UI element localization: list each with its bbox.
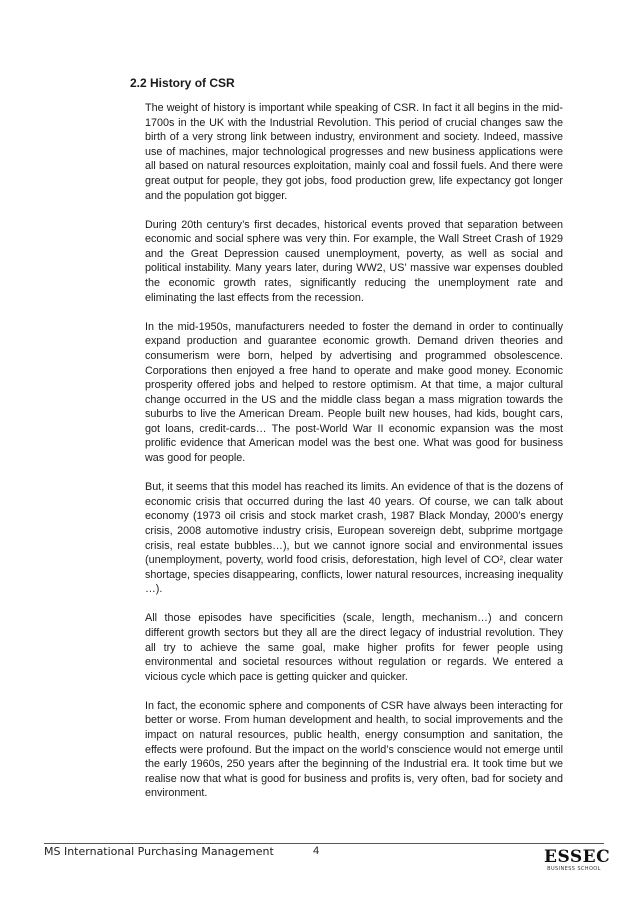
essec-logo — [544, 847, 611, 873]
paragraph: All those episodes have specificities (scale, length, mechanism…) and concern different growth sectors but they all are the direct legacy of industrial revolution. They all try to achieve the same goal, make higher profits for fewer people using environmental and societal resources without regulation or regards. We entered a vicious cycle which pace is getting quicker and quicker. — [145, 612, 563, 683]
section-body — [145, 101, 563, 816]
footer-program-label: MS International Purchasing Management — [44, 845, 274, 858]
logo-subtitle: BUSINESS SCHOOL — [547, 866, 601, 872]
page-number: 4 — [313, 845, 320, 857]
paragraph: But, it seems that this model has reached its limits. An evidence of that is the dozens of economic crisis that occurred during the last 40 years. Of course, we can talk about economy (1973 oil crisis and stock market crash, 1987 Black Monday, 2000’s energy crisis, 2008 automotive industry crisis, European sovereign debt, subprime mortgage crisis, real estate bubbles…), but we cannot ignore social and environmental issues (unemployment, poverty, world food crisis, deforestation, high level of CO², clear water shortage, species disappearing, conflicts, lower natural resources, increasing inequality …). — [145, 481, 563, 596]
footer-divider — [44, 843, 604, 844]
section-heading: 2.2 History of CSR — [130, 76, 235, 90]
logo-wordmark: ESSEC — [544, 847, 611, 867]
paragraph: In fact, the economic sphere and components of CSR have always been interacting for better or worse. From human development and health, to social improvements and the impact on natural resources, public health, energy consumption and sanitation, the effects were profound. But the impact on the world’s conscience would not emerge until the early 1960s, 250 years after the beginning of the Industrial era. It took time but we realise now that what is good for business and profits is, very often, bad for society and environment. — [145, 699, 563, 800]
paragraph: During 20th century’s first decades, historical events proved that separation between economic and social sphere was very thin. For example, the Wall Street Crash of 1929 and the Great Depression caused unemployment, poverty, as well as social and political instability. Many years later, during WW2, US’ massive war expenses doubled the economic growth rates, significantly reducing the unemployment rate and eliminating the last effects from the recession. — [145, 218, 563, 304]
paragraph: The weight of history is important while speaking of CSR. In fact it all begins in the mid-1700s in the UK with the Industrial Revolution. This period of crucial changes saw the birth of a very strong link between industry, environment and society. Indeed, massive use of machines, major technological progresses and new business applications were all based on natural resources exploitation, mainly coal and fossil fuels. And there were great output for people, they got jobs, food production grew, life expectancy got longer and the population got bigger. — [145, 102, 563, 202]
paragraph: In the mid-1950s, manufacturers needed to foster the demand in order to continually expand production and guarantee economic growth. Demand driven theories and consumerism were born, helped by advertising and programmed obsolescence. Corporations then enjoyed a free hand to operate and make good money. Economic prosperity offered jobs and helped to restore optimism. At that time, a major cultural change occurred in the US and the middle class began a mass migration towards the suburbs to live the American Dream. People built new houses, had kids, bought cars, got loans, credit-cards… The post-World War II economic expansion was the most prolific evidence that American model was the best one. What was good for business was good for people. — [145, 320, 563, 465]
